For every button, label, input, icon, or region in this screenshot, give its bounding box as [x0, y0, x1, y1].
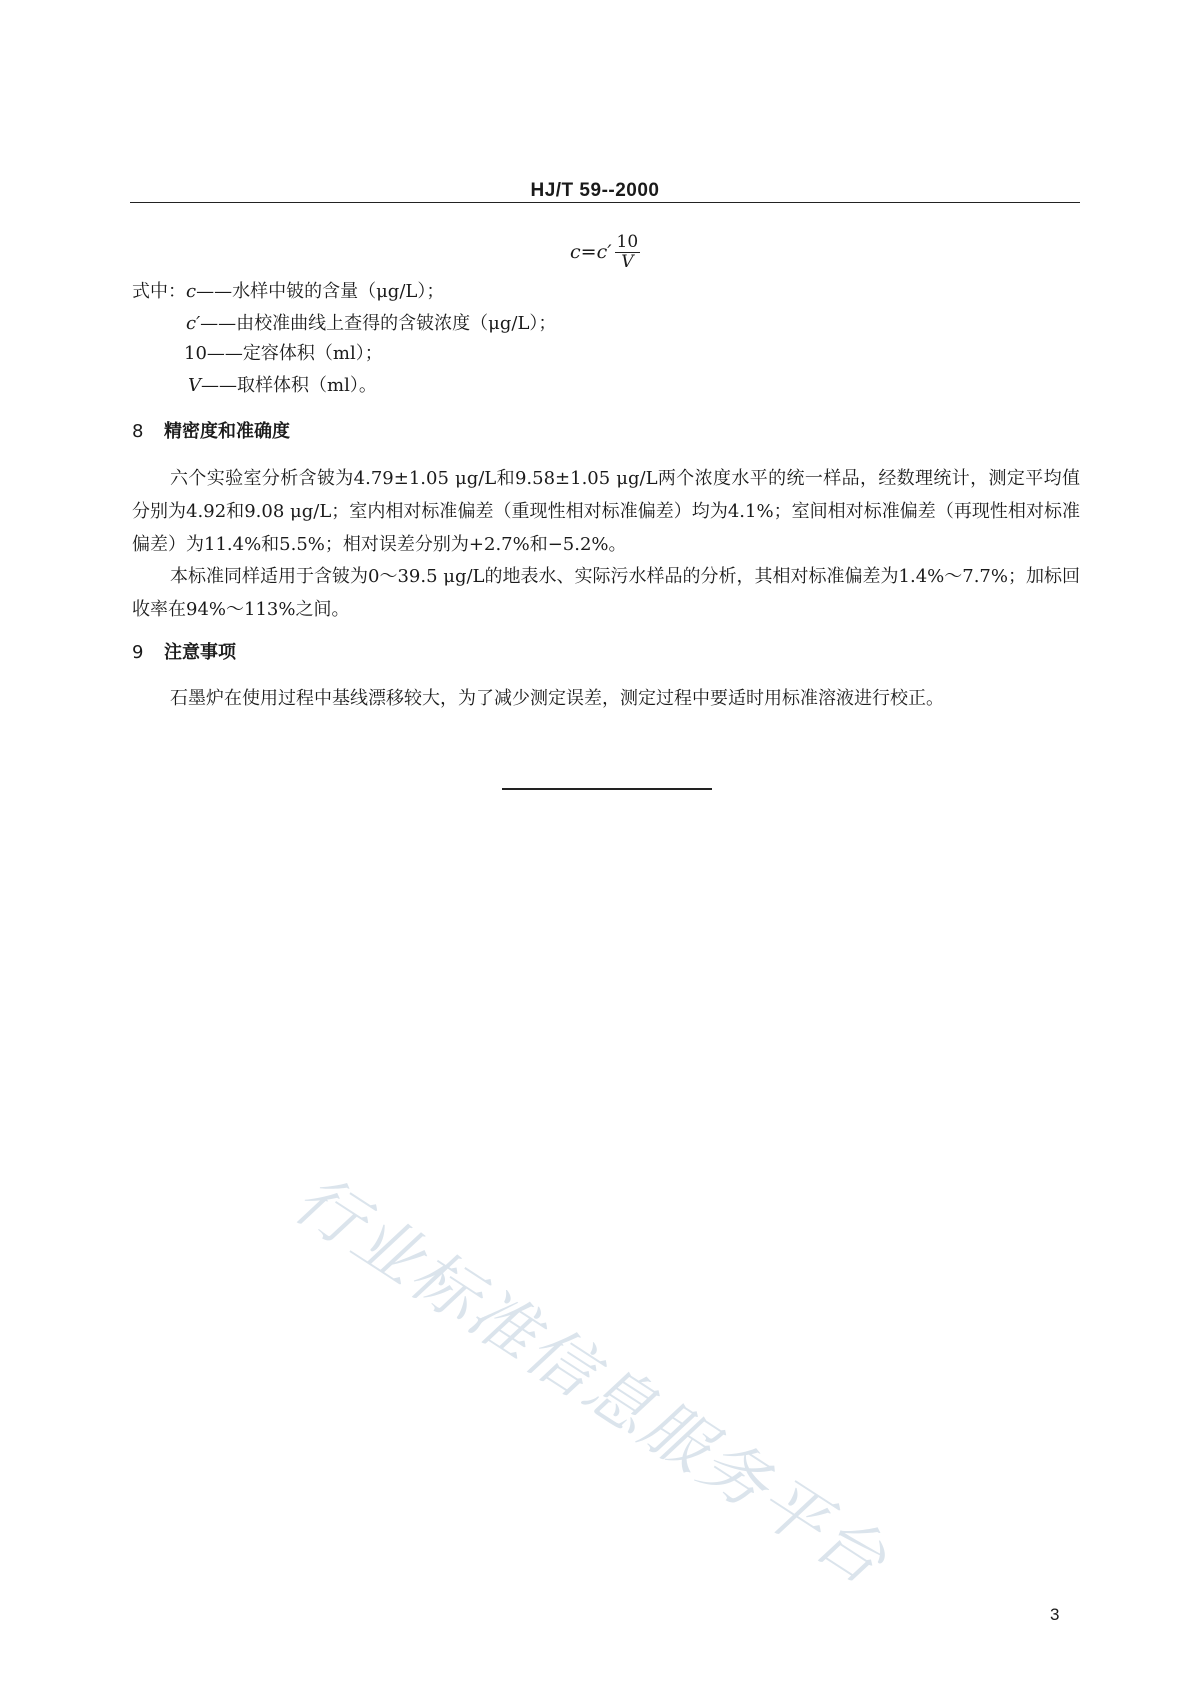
- definition-text: ——定容体积（ml）；: [206, 343, 383, 364]
- section-9-heading: [132, 641, 236, 665]
- formula: [570, 232, 640, 272]
- definition-10: [184, 342, 383, 366]
- definition-symbol: 10: [184, 343, 207, 364]
- definition-c-prime: [186, 312, 556, 336]
- end-of-text-rule: [502, 788, 712, 790]
- definition-text: ——由校准曲线上查得的含铍浓度（μg/L）；: [200, 313, 557, 334]
- section-number: 8: [132, 421, 144, 442]
- definition-v: [188, 374, 377, 398]
- section-8-paragraph-1: 六个实验室分析含铍为4.79±1.05 μg/L和9.58±1.05 μg/L两个浓度水平的统一样品，经数理统计，测定平均值分别为4.92和9.08 μg/L；室内相对标准偏差（重现性相对标准偏差）均为4.1%；室间相对标准偏差（再现性相对标准偏差）为11.4%和5.5%；相对误差分别为+2.7%和−5.2%。: [132, 468, 1080, 555]
- formula-numerator: 10: [616, 231, 639, 252]
- definition-text: ——取样体积（ml）。: [201, 375, 377, 396]
- formula-equals: =: [580, 241, 597, 263]
- document-code-header: HJ/T 59--2000: [530, 180, 660, 201]
- definitions-intro: 式中：: [132, 281, 186, 302]
- watermark: 行业标准信息服务平台: [280, 1160, 902, 1601]
- section-8-heading: [132, 420, 290, 444]
- formula-lhs: c: [570, 241, 581, 263]
- definition-c: [132, 280, 444, 304]
- section-9-paragraph-1: 石墨炉在使用过程中基线漂移较大，为了减少测定误差，测定过程中要适时用标准溶液进行校正。: [170, 688, 944, 709]
- formula-rhs: c′: [596, 241, 612, 263]
- section-title: 精密度和准确度: [164, 421, 290, 442]
- definition-symbol: c′: [186, 313, 201, 334]
- formula-fraction: [615, 233, 641, 272]
- section-number: 9: [132, 642, 144, 663]
- section-title: 注意事项: [164, 642, 236, 663]
- definition-text: ——水样中铍的含量（μg/L）；: [196, 281, 445, 302]
- header-rule: [130, 202, 1080, 203]
- formula-denominator: V: [621, 251, 634, 272]
- definition-symbol: c: [186, 281, 197, 302]
- section-8-paragraph-2: 本标准同样适用于含铍为0～39.5 μg/L的地表水、实际污水样品的分析，其相对标准偏差为1.4%～7.7%；加标回收率在94%～113%之间。: [132, 566, 1080, 620]
- definition-symbol: V: [188, 375, 201, 396]
- page-number: 3: [1050, 1605, 1060, 1624]
